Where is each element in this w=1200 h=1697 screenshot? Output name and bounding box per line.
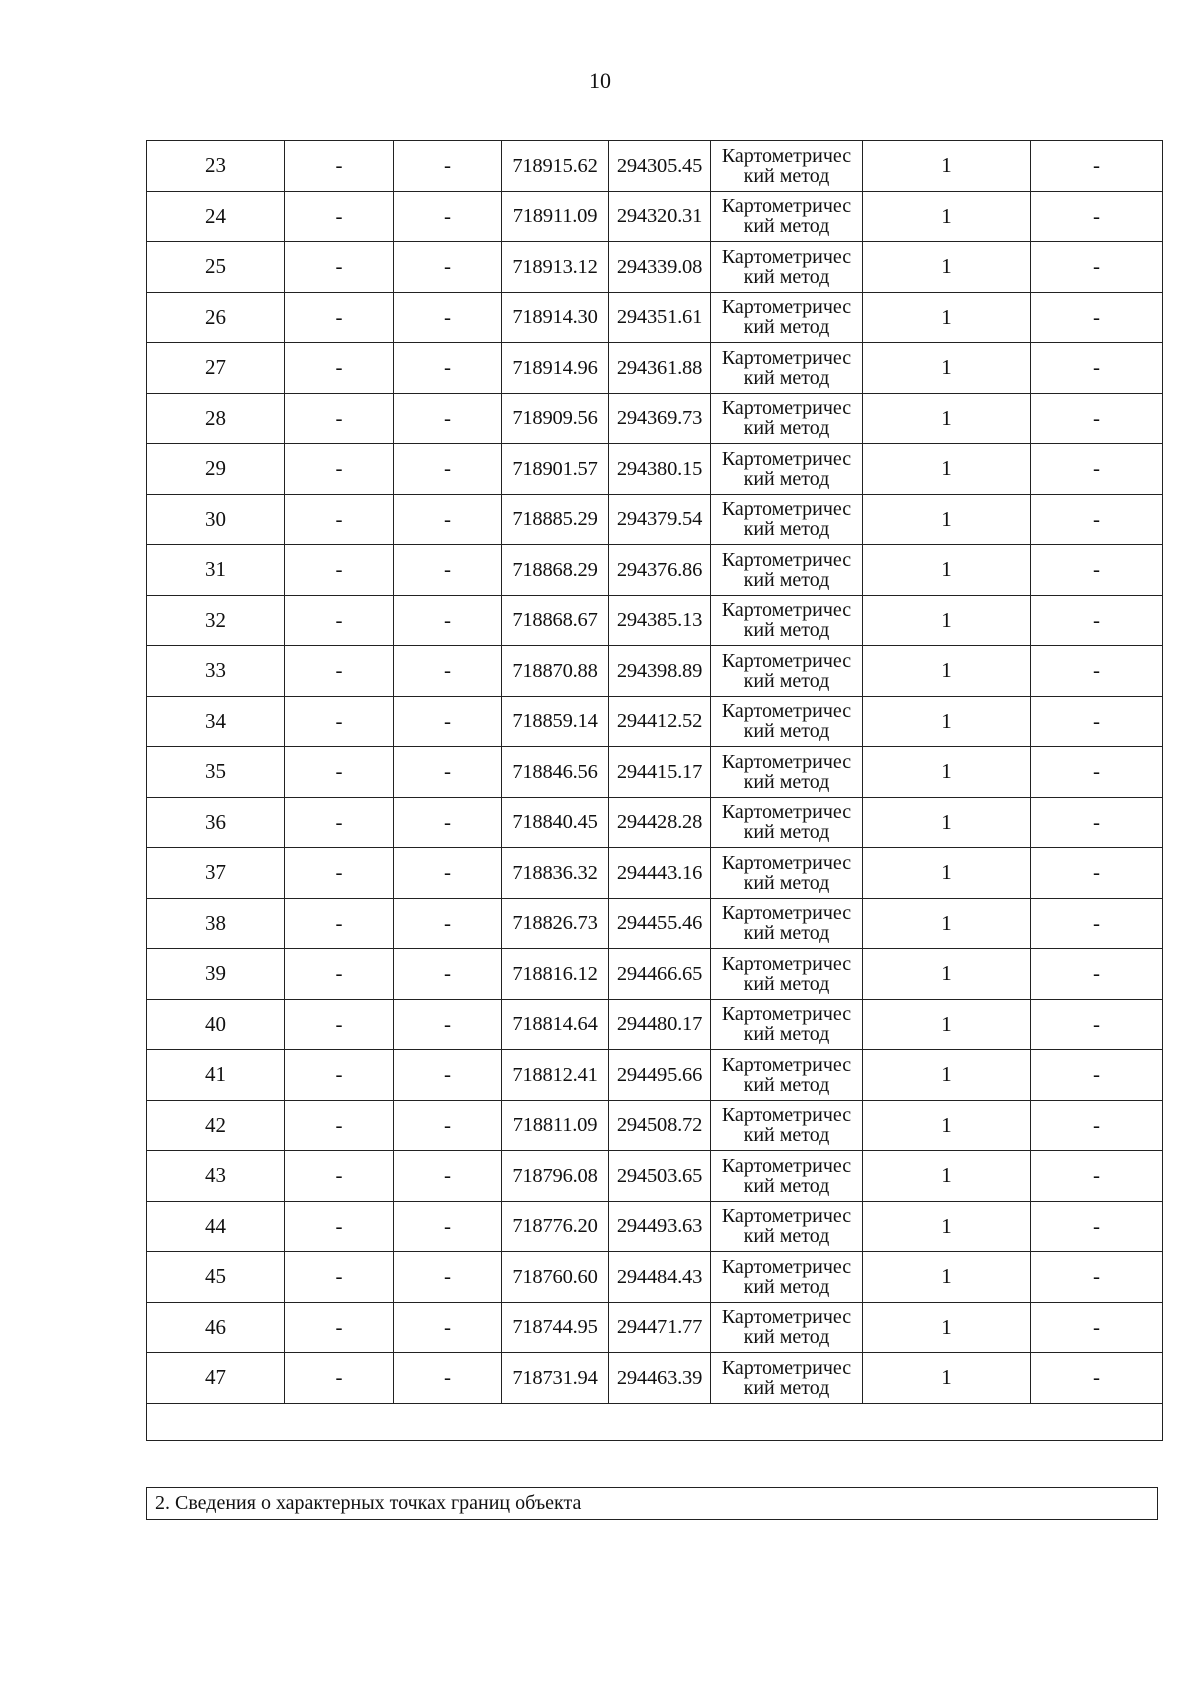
method-line-1: Картометричес [721, 1053, 852, 1076]
new-x-cell: 718913.12 [502, 242, 609, 293]
new-x-cell: 718914.96 [502, 343, 609, 394]
table-row [147, 797, 1163, 848]
point-number-cell: 32 [147, 595, 285, 646]
point-number-cell: 45 [147, 1252, 285, 1303]
method-line-1: Картометричес [721, 700, 852, 723]
method-line-1: Картометричес [721, 144, 852, 167]
method-cell [711, 292, 863, 343]
table-row [147, 292, 1163, 343]
method-line-1: Картометричес [721, 1356, 852, 1379]
point-number-cell: 39 [147, 949, 285, 1000]
method-line-1: Картометричес [721, 195, 852, 218]
old-y-cell: - [394, 494, 502, 545]
old-x-cell: - [285, 1151, 394, 1202]
table-row [147, 343, 1163, 394]
new-x-cell: 718859.14 [502, 696, 609, 747]
note-cell: - [1031, 848, 1163, 899]
method-line-1: Картометричес [721, 1205, 852, 1228]
new-x-cell: 718870.88 [502, 646, 609, 697]
table-row [147, 1100, 1163, 1151]
point-number-cell: 29 [147, 444, 285, 495]
table-row [147, 595, 1163, 646]
new-x-cell: 718909.56 [502, 393, 609, 444]
method-cell [711, 343, 863, 394]
method-line-2: кий метод [743, 821, 830, 844]
method-line-1: Картометричес [721, 1154, 852, 1177]
note-cell: - [1031, 444, 1163, 495]
method-line-2: кий метод [743, 619, 830, 642]
new-x-cell: 718776.20 [502, 1201, 609, 1252]
new-y-cell: 294484.43 [609, 1252, 711, 1303]
method-line-1: Картометричес [721, 346, 852, 369]
old-x-cell: - [285, 797, 394, 848]
old-y-cell: - [394, 1302, 502, 1353]
new-y-cell: 294463.39 [609, 1353, 711, 1404]
point-number-cell: 31 [147, 545, 285, 596]
note-cell: - [1031, 242, 1163, 293]
accuracy-cell: 1 [863, 191, 1031, 242]
note-cell: - [1031, 1353, 1163, 1404]
method-cell [711, 444, 863, 495]
accuracy-cell: 1 [863, 242, 1031, 293]
accuracy-cell: 1 [863, 999, 1031, 1050]
point-number-cell: 23 [147, 141, 285, 192]
old-y-cell: - [394, 444, 502, 495]
note-cell: - [1031, 1151, 1163, 1202]
table-row [147, 393, 1163, 444]
method-line-1: Картометричес [721, 397, 852, 420]
table-body [147, 141, 1163, 1441]
method-line-2: кий метод [743, 164, 830, 187]
table-row [147, 747, 1163, 798]
point-number-cell: 30 [147, 494, 285, 545]
table-row [147, 696, 1163, 747]
new-y-cell: 294398.89 [609, 646, 711, 697]
method-cell [711, 595, 863, 646]
table-row [147, 191, 1163, 242]
method-line-1: Картометричес [721, 851, 852, 874]
old-y-cell: - [394, 949, 502, 1000]
new-y-cell: 294471.77 [609, 1302, 711, 1353]
old-x-cell: - [285, 242, 394, 293]
page-number: 10 [589, 68, 611, 93]
new-x-cell: 718911.09 [502, 191, 609, 242]
old-x-cell: - [285, 545, 394, 596]
note-cell: - [1031, 797, 1163, 848]
method-line-2: кий метод [743, 1225, 830, 1248]
accuracy-cell: 1 [863, 595, 1031, 646]
old-y-cell: - [394, 848, 502, 899]
point-number-cell: 43 [147, 1151, 285, 1202]
old-y-cell: - [394, 747, 502, 798]
accuracy-cell: 1 [863, 1151, 1031, 1202]
method-line-2: кий метод [743, 922, 830, 945]
old-x-cell: - [285, 646, 394, 697]
point-number-cell: 47 [147, 1353, 285, 1404]
note-cell: - [1031, 141, 1163, 192]
method-line-1: Картометричес [721, 1003, 852, 1026]
new-y-cell: 294455.46 [609, 898, 711, 949]
method-line-2: кий метод [743, 1326, 830, 1349]
old-y-cell: - [394, 797, 502, 848]
old-y-cell: - [394, 393, 502, 444]
point-number-cell: 35 [147, 747, 285, 798]
point-number-cell: 25 [147, 242, 285, 293]
new-y-cell: 294412.52 [609, 696, 711, 747]
old-x-cell: - [285, 1050, 394, 1101]
old-y-cell: - [394, 696, 502, 747]
accuracy-cell: 1 [863, 1100, 1031, 1151]
new-y-cell: 294305.45 [609, 141, 711, 192]
note-cell: - [1031, 898, 1163, 949]
old-x-cell: - [285, 696, 394, 747]
method-cell [711, 1302, 863, 1353]
accuracy-cell: 1 [863, 292, 1031, 343]
table-row [147, 949, 1163, 1000]
table-row [147, 1302, 1163, 1353]
point-number-cell: 38 [147, 898, 285, 949]
note-cell: - [1031, 1201, 1163, 1252]
point-number-cell: 34 [147, 696, 285, 747]
note-cell: - [1031, 393, 1163, 444]
old-x-cell: - [285, 141, 394, 192]
section-2-heading: 2. Сведения о характерных точках границ объекта [146, 1487, 1158, 1520]
new-y-cell: 294320.31 [609, 191, 711, 242]
method-line-2: кий метод [743, 366, 830, 389]
new-y-cell: 294495.66 [609, 1050, 711, 1101]
method-line-1: Картометричес [721, 599, 852, 622]
method-cell [711, 191, 863, 242]
note-cell: - [1031, 191, 1163, 242]
old-y-cell: - [394, 242, 502, 293]
new-x-cell: 718812.41 [502, 1050, 609, 1101]
point-number-cell: 26 [147, 292, 285, 343]
old-x-cell: - [285, 999, 394, 1050]
point-number-cell: 41 [147, 1050, 285, 1101]
old-y-cell: - [394, 646, 502, 697]
method-cell [711, 545, 863, 596]
old-x-cell: - [285, 848, 394, 899]
accuracy-cell: 1 [863, 1252, 1031, 1303]
method-cell [711, 1353, 863, 1404]
new-y-cell: 294380.15 [609, 444, 711, 495]
old-x-cell: - [285, 747, 394, 798]
method-line-1: Картометричес [721, 750, 852, 773]
table-row [147, 494, 1163, 545]
method-line-1: Картометричес [721, 498, 852, 521]
method-line-2: кий метод [743, 518, 830, 541]
old-x-cell: - [285, 343, 394, 394]
point-number-cell: 37 [147, 848, 285, 899]
new-x-cell: 718868.29 [502, 545, 609, 596]
method-cell [711, 898, 863, 949]
accuracy-cell: 1 [863, 949, 1031, 1000]
table-row [147, 545, 1163, 596]
method-cell [711, 1050, 863, 1101]
method-line-1: Картометричес [721, 902, 852, 925]
table-row [147, 1353, 1163, 1404]
new-x-cell: 718744.95 [502, 1302, 609, 1353]
method-cell [711, 1201, 863, 1252]
method-line-1: Картометричес [721, 245, 852, 268]
method-cell [711, 949, 863, 1000]
old-y-cell: - [394, 1201, 502, 1252]
method-line-2: кий метод [743, 1124, 830, 1147]
method-line-1: Картометричес [721, 1255, 852, 1278]
new-x-cell: 718901.57 [502, 444, 609, 495]
old-x-cell: - [285, 1302, 394, 1353]
method-cell [711, 1151, 863, 1202]
table-row [147, 1201, 1163, 1252]
accuracy-cell: 1 [863, 343, 1031, 394]
new-y-cell: 294466.65 [609, 949, 711, 1000]
note-cell: - [1031, 999, 1163, 1050]
new-y-cell: 294503.65 [609, 1151, 711, 1202]
old-x-cell: - [285, 1201, 394, 1252]
accuracy-cell: 1 [863, 1302, 1031, 1353]
method-line-2: кий метод [743, 467, 830, 490]
old-y-cell: - [394, 898, 502, 949]
table-row [147, 999, 1163, 1050]
boundary-points-table [146, 140, 1163, 1441]
new-x-cell: 718836.32 [502, 848, 609, 899]
note-cell: - [1031, 545, 1163, 596]
point-number-cell: 44 [147, 1201, 285, 1252]
new-y-cell: 294339.08 [609, 242, 711, 293]
method-line-2: кий метод [743, 1073, 830, 1096]
old-x-cell: - [285, 1353, 394, 1404]
old-y-cell: - [394, 1252, 502, 1303]
old-x-cell: - [285, 191, 394, 242]
accuracy-cell: 1 [863, 797, 1031, 848]
new-y-cell: 294428.28 [609, 797, 711, 848]
old-y-cell: - [394, 999, 502, 1050]
new-y-cell: 294415.17 [609, 747, 711, 798]
method-cell [711, 747, 863, 798]
method-line-2: кий метод [743, 972, 830, 995]
old-y-cell: - [394, 1353, 502, 1404]
method-line-2: кий метод [743, 871, 830, 894]
method-line-2: кий метод [743, 417, 830, 440]
accuracy-cell: 1 [863, 646, 1031, 697]
method-cell [711, 1252, 863, 1303]
table-row [147, 444, 1163, 495]
method-cell [711, 1100, 863, 1151]
accuracy-cell: 1 [863, 848, 1031, 899]
note-cell: - [1031, 747, 1163, 798]
table-row [147, 242, 1163, 293]
method-line-2: кий метод [743, 770, 830, 793]
accuracy-cell: 1 [863, 545, 1031, 596]
accuracy-cell: 1 [863, 1050, 1031, 1101]
empty-cell [147, 1403, 1163, 1440]
note-cell: - [1031, 292, 1163, 343]
new-y-cell: 294480.17 [609, 999, 711, 1050]
table-row [147, 848, 1163, 899]
method-line-1: Картометричес [721, 1306, 852, 1329]
new-x-cell: 718814.64 [502, 999, 609, 1050]
new-x-cell: 718816.12 [502, 949, 609, 1000]
method-line-1: Картометричес [721, 649, 852, 672]
method-line-1: Картометричес [721, 1104, 852, 1127]
note-cell: - [1031, 1050, 1163, 1101]
new-y-cell: 294443.16 [609, 848, 711, 899]
point-number-cell: 27 [147, 343, 285, 394]
method-line-2: кий метод [743, 265, 830, 288]
point-number-cell: 33 [147, 646, 285, 697]
point-number-cell: 42 [147, 1100, 285, 1151]
table-row [147, 898, 1163, 949]
old-x-cell: - [285, 444, 394, 495]
table-row [147, 141, 1163, 192]
table-row [147, 646, 1163, 697]
accuracy-cell: 1 [863, 393, 1031, 444]
method-line-1: Картометричес [721, 952, 852, 975]
method-line-2: кий метод [743, 669, 830, 692]
new-y-cell: 294379.54 [609, 494, 711, 545]
method-cell [711, 393, 863, 444]
new-x-cell: 718868.67 [502, 595, 609, 646]
method-cell [711, 646, 863, 697]
table-empty-row [147, 1403, 1163, 1440]
table-row [147, 1050, 1163, 1101]
new-y-cell: 294493.63 [609, 1201, 711, 1252]
method-line-2: кий метод [743, 1376, 830, 1399]
new-x-cell: 718915.62 [502, 141, 609, 192]
note-cell: - [1031, 646, 1163, 697]
method-line-2: кий метод [743, 568, 830, 591]
old-x-cell: - [285, 595, 394, 646]
old-x-cell: - [285, 898, 394, 949]
new-y-cell: 294508.72 [609, 1100, 711, 1151]
method-line-1: Картометричес [721, 548, 852, 571]
method-line-2: кий метод [743, 215, 830, 238]
new-y-cell: 294351.61 [609, 292, 711, 343]
old-x-cell: - [285, 949, 394, 1000]
method-line-1: Картометричес [721, 447, 852, 470]
method-cell [711, 494, 863, 545]
old-x-cell: - [285, 1100, 394, 1151]
method-cell [711, 696, 863, 747]
accuracy-cell: 1 [863, 696, 1031, 747]
new-y-cell: 294376.86 [609, 545, 711, 596]
new-x-cell: 718760.60 [502, 1252, 609, 1303]
new-x-cell: 718846.56 [502, 747, 609, 798]
old-x-cell: - [285, 494, 394, 545]
old-y-cell: - [394, 292, 502, 343]
old-y-cell: - [394, 343, 502, 394]
old-x-cell: - [285, 393, 394, 444]
method-cell [711, 797, 863, 848]
note-cell: - [1031, 494, 1163, 545]
table-row [147, 1252, 1163, 1303]
old-y-cell: - [394, 595, 502, 646]
point-number-cell: 46 [147, 1302, 285, 1353]
old-y-cell: - [394, 545, 502, 596]
accuracy-cell: 1 [863, 1201, 1031, 1252]
method-cell [711, 242, 863, 293]
new-x-cell: 718885.29 [502, 494, 609, 545]
new-x-cell: 718826.73 [502, 898, 609, 949]
old-y-cell: - [394, 191, 502, 242]
point-number-cell: 36 [147, 797, 285, 848]
note-cell: - [1031, 1100, 1163, 1151]
method-line-2: кий метод [743, 720, 830, 743]
accuracy-cell: 1 [863, 1353, 1031, 1404]
accuracy-cell: 1 [863, 747, 1031, 798]
old-y-cell: - [394, 1050, 502, 1101]
new-x-cell: 718914.30 [502, 292, 609, 343]
old-x-cell: - [285, 1252, 394, 1303]
method-cell [711, 848, 863, 899]
method-line-1: Картометричес [721, 801, 852, 824]
accuracy-cell: 1 [863, 494, 1031, 545]
accuracy-cell: 1 [863, 444, 1031, 495]
new-y-cell: 294361.88 [609, 343, 711, 394]
method-line-2: кий метод [743, 316, 830, 339]
old-x-cell: - [285, 292, 394, 343]
old-y-cell: - [394, 1100, 502, 1151]
old-y-cell: - [394, 1151, 502, 1202]
new-y-cell: 294369.73 [609, 393, 711, 444]
method-line-2: кий метод [743, 1174, 830, 1197]
point-number-cell: 40 [147, 999, 285, 1050]
note-cell: - [1031, 949, 1163, 1000]
new-x-cell: 718796.08 [502, 1151, 609, 1202]
new-x-cell: 718840.45 [502, 797, 609, 848]
method-line-2: кий метод [743, 1275, 830, 1298]
new-x-cell: 718731.94 [502, 1353, 609, 1404]
note-cell: - [1031, 1252, 1163, 1303]
method-cell [711, 141, 863, 192]
method-cell [711, 999, 863, 1050]
old-y-cell: - [394, 141, 502, 192]
note-cell: - [1031, 343, 1163, 394]
point-number-cell: 28 [147, 393, 285, 444]
new-y-cell: 294385.13 [609, 595, 711, 646]
table-row [147, 1151, 1163, 1202]
note-cell: - [1031, 1302, 1163, 1353]
accuracy-cell: 1 [863, 898, 1031, 949]
accuracy-cell: 1 [863, 141, 1031, 192]
method-line-2: кий метод [743, 1023, 830, 1046]
point-number-cell: 24 [147, 191, 285, 242]
new-x-cell: 718811.09 [502, 1100, 609, 1151]
note-cell: - [1031, 696, 1163, 747]
method-line-1: Картометричес [721, 296, 852, 319]
note-cell: - [1031, 595, 1163, 646]
